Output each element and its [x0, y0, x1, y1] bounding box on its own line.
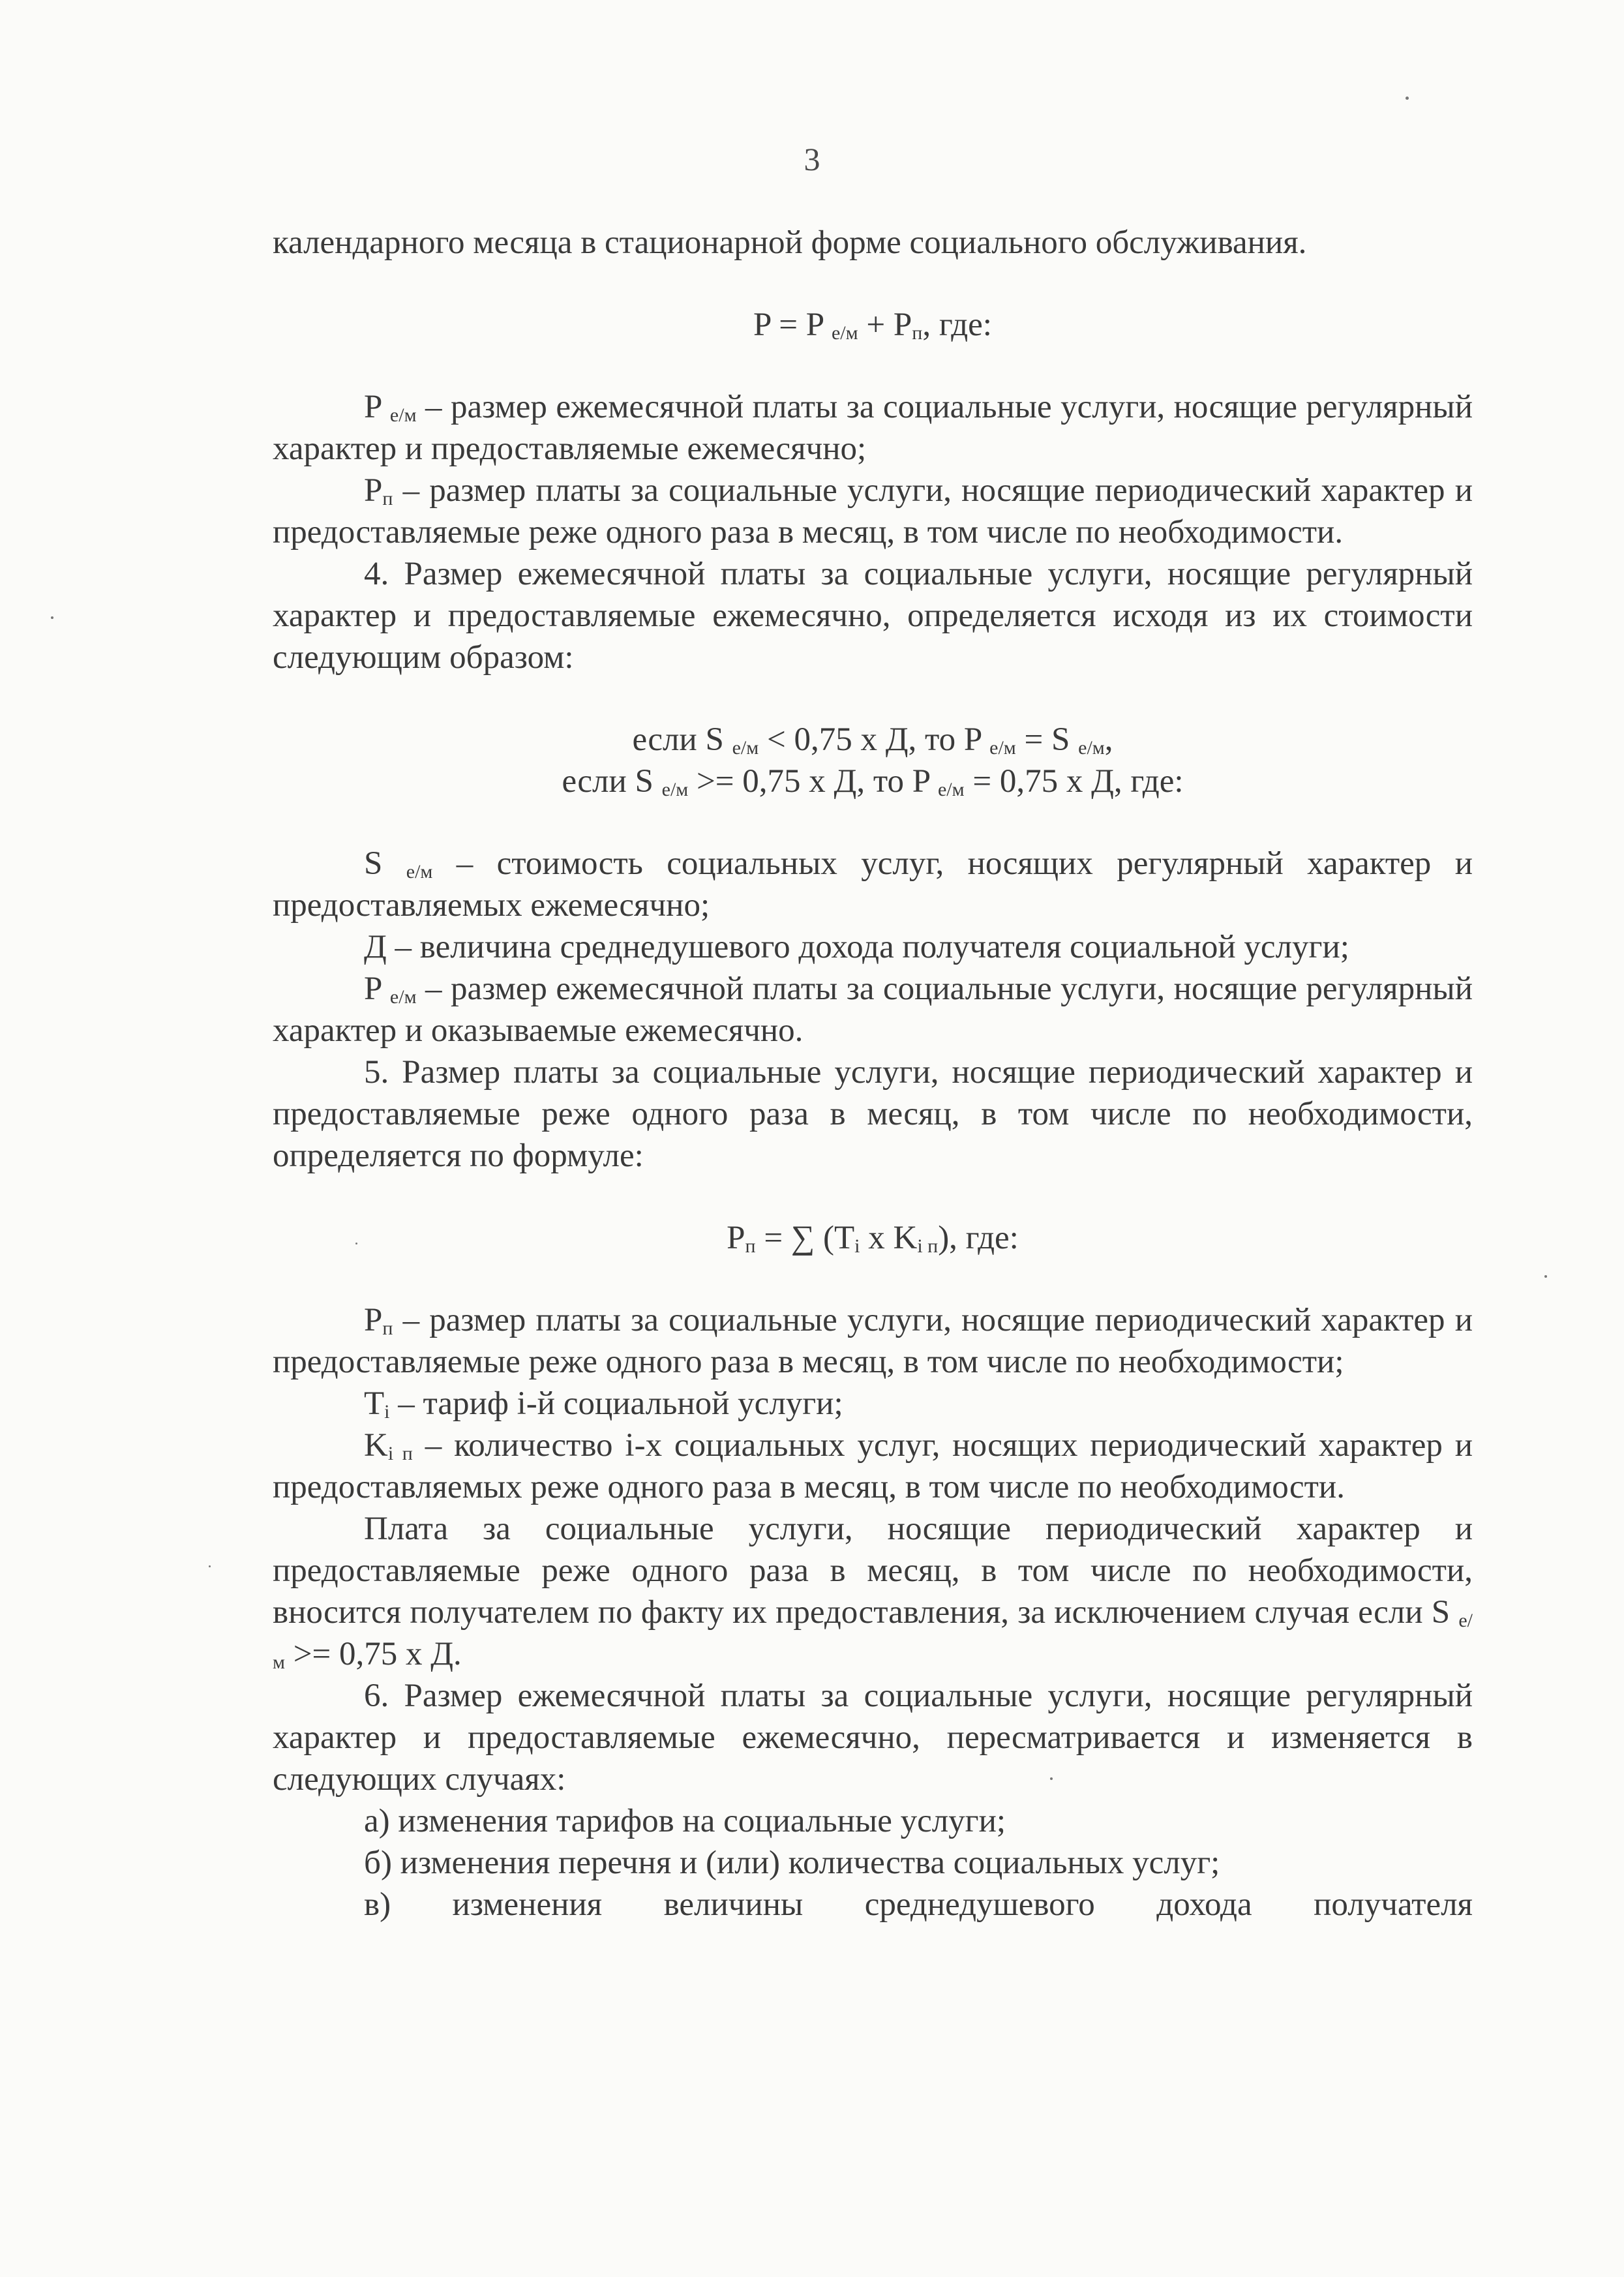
text-run: P — [364, 472, 383, 509]
paragraph — [273, 222, 1473, 264]
text-run: если S — [562, 763, 662, 800]
subscript: е/м — [406, 861, 433, 882]
paragraph — [273, 1884, 1473, 1925]
paragraph — [273, 1675, 1473, 1800]
text-run: 6. Размер ежемесячной платы за социальные услуги, носящие регулярный характер и предоставляемые ежемесячно, пересматривается и изменяется в следующих случаях: — [273, 1678, 1473, 1798]
spacer — [273, 346, 1473, 386]
subscript: е/м — [989, 737, 1016, 759]
text-run: календарного месяца в стационарной форме социального обслуживания. — [273, 224, 1307, 261]
text-run: Плата за социальные услуги, носящие периодический характер и предоставляемые реже одного раза в месяц, в том числе по необходимости, вносится получателем по факту их предоставления, за исключением случая если S — [273, 1511, 1473, 1631]
spacer — [273, 1259, 1473, 1299]
text-run: < 0,75 х Д, то P — [759, 721, 990, 758]
text-run: = 0,75 х Д, где: — [964, 763, 1184, 800]
text-run: – размер ежемесячной платы за социальные услуги, носящие регулярный характер и предоставляемые ежемесячно; — [273, 389, 1473, 467]
subscript: i — [854, 1235, 860, 1257]
formula — [273, 719, 1473, 761]
scan-speck — [1544, 1275, 1547, 1278]
scan-speck — [1406, 97, 1409, 100]
paragraph — [273, 926, 1473, 968]
paragraph — [273, 1383, 1473, 1425]
spacer — [273, 264, 1473, 304]
formula — [273, 304, 1473, 346]
text-run: K — [364, 1427, 388, 1464]
text-run: 5. Размер платы за социальные услуги, носящие периодический характер и предоставляемые реже одного раза в месяц, в том числе по необходимости, определяется по формуле: — [273, 1054, 1473, 1174]
text-run: T — [364, 1385, 385, 1422]
paragraph — [273, 1800, 1473, 1842]
subscript: i п — [387, 1443, 413, 1464]
paragraph — [273, 553, 1473, 678]
text-run: , где: — [922, 307, 992, 343]
spacer — [273, 1177, 1473, 1217]
paragraph — [273, 1299, 1473, 1383]
scan-speck — [209, 1565, 211, 1567]
text-run: >= 0,75 х Д. — [284, 1636, 462, 1672]
text-run: – тариф i-й социальной услуги; — [389, 1385, 843, 1422]
text-run: – размер платы за социальные услуги, носящие периодический характер и предоставляемые реже одного раза в месяц, в том числе по необходимости. — [273, 472, 1473, 550]
scan-speck — [1050, 1777, 1053, 1780]
paragraph — [273, 843, 1473, 926]
formula — [273, 761, 1473, 802]
subscript: е/м — [937, 779, 965, 800]
subscript: е/м — [1078, 737, 1105, 759]
text-run: P — [364, 389, 390, 425]
text-run: 4. Размер ежемесячной платы за социальные услуги, носящие регулярный характер и предоставляемые ежемесячно, определяется исходя из их стоимости следующим образом: — [273, 556, 1473, 676]
text-run: x K — [860, 1220, 918, 1256]
text-run: – стоимость социальных услуг, носящих регулярный характер и предоставляемых ежемесячно; — [273, 845, 1473, 924]
subscript: п — [382, 1318, 393, 1339]
text-run: P — [364, 971, 390, 1007]
text-run: , — [1104, 721, 1113, 758]
text-run: P — [364, 1302, 383, 1338]
paragraph — [273, 1425, 1473, 1508]
text-run: P — [727, 1220, 745, 1256]
paragraph — [273, 1842, 1473, 1884]
subscript: i п — [917, 1235, 939, 1257]
scan-speck — [355, 1243, 357, 1244]
subscript: е/м — [831, 322, 858, 344]
subscript: п — [912, 322, 923, 344]
scan-speck — [51, 616, 53, 619]
text-run: если S — [632, 721, 732, 758]
paragraph — [273, 968, 1473, 1051]
text-run: P = P — [753, 307, 832, 343]
page-number: 3 — [804, 141, 820, 177]
paragraph — [273, 1051, 1473, 1177]
subscript: е/м — [732, 737, 759, 759]
text-run: = S — [1015, 721, 1079, 758]
subscript: п — [745, 1235, 756, 1257]
spacer — [273, 802, 1473, 843]
text-run: – количество i-х социальных услуг, носящих периодический характер и предоставляемых реже одного раза в месяц, в том числе по необходимости. — [273, 1427, 1473, 1505]
subscript: е/м — [389, 986, 417, 1008]
text-run: >= 0,75 х Д, то P — [688, 763, 938, 800]
spacer — [273, 678, 1473, 719]
text-run: ), где: — [938, 1220, 1019, 1256]
subscript: е/м — [661, 779, 689, 800]
paragraph — [273, 386, 1473, 470]
text-run: S — [364, 845, 406, 882]
subscript: п — [382, 488, 393, 509]
paragraph — [273, 1508, 1473, 1675]
text-run: а) изменения тарифов на социальные услуги; — [364, 1803, 1006, 1839]
document-body — [273, 222, 1473, 1925]
subscript: е/м — [389, 404, 417, 426]
text-run: – размер платы за социальные услуги, носящие периодический характер и предоставляемые реже одного раза в месяц, в том числе по необходимости; — [273, 1302, 1473, 1380]
text-run: б) изменения перечня и (или) количества социальных услуг; — [364, 1845, 1220, 1881]
text-run: + P — [858, 307, 912, 343]
text-run: = ∑ (T — [755, 1220, 855, 1256]
subscript: i — [384, 1401, 390, 1423]
formula — [273, 1217, 1473, 1259]
text-run: в) изменения величины среднедушевого дохода получателя — [364, 1886, 1473, 1923]
text-run: – размер ежемесячной платы за социальные услуги, носящие регулярный характер и оказываемые ежемесячно. — [273, 971, 1473, 1049]
text-run: Д – величина среднедушевого дохода получателя социальной услуги; — [364, 929, 1349, 965]
paragraph — [273, 470, 1473, 553]
subscript: е/м — [273, 1610, 1473, 1673]
